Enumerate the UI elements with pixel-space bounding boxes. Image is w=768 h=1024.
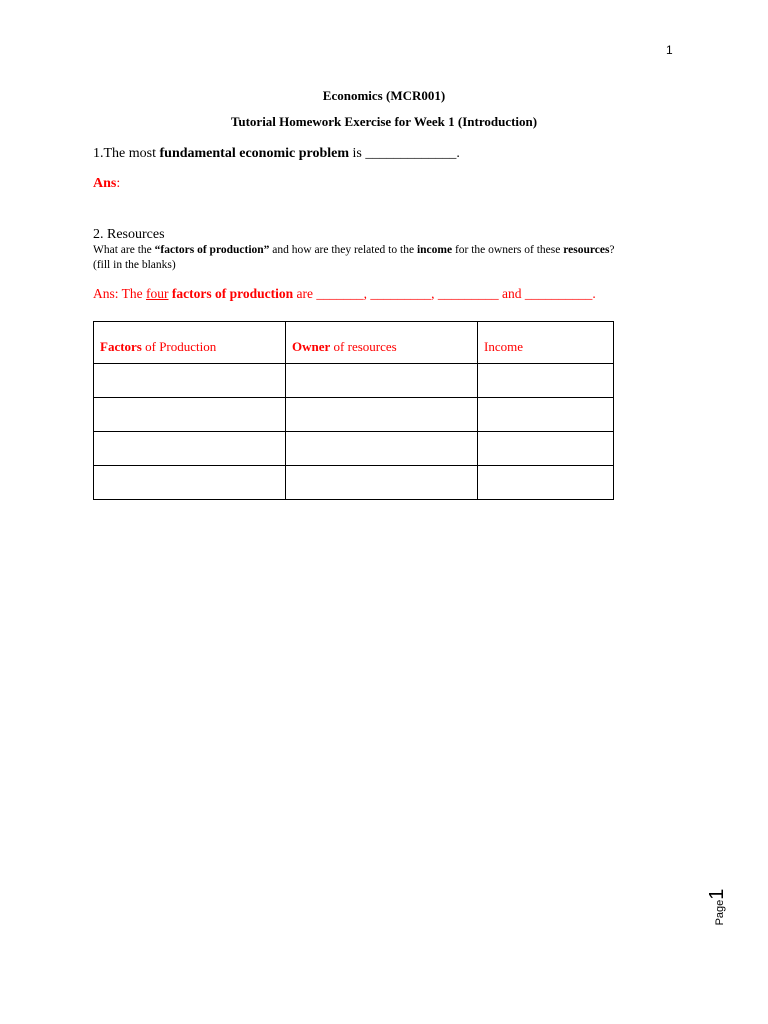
footer-page-label: Page (714, 899, 726, 926)
table-row (94, 432, 614, 466)
answer-1 (93, 176, 120, 192)
header-owner-bold: Owner (292, 338, 331, 354)
table-cell (478, 398, 614, 432)
question-2-term-income: income (416, 244, 453, 256)
question-2-suffix: ? (fill in the blanks) (93, 244, 615, 271)
question-2-term-resources: resources (563, 244, 610, 256)
table-cell (94, 466, 286, 500)
question-1-term: fundamental economic problem (159, 146, 350, 161)
header-factors-rest: of Production (141, 338, 217, 354)
header-income-rest: Income (484, 338, 523, 354)
table-cell (94, 364, 286, 398)
question-2-mid2: for the owners of these (452, 244, 564, 256)
page-number: 1 (666, 43, 673, 57)
header-owner-of-resources (286, 322, 478, 364)
answer-1-colon: : (116, 176, 121, 191)
table-row (94, 466, 614, 500)
header-owner-rest: of resources (330, 338, 397, 354)
answer-2 (93, 286, 596, 302)
table-cell (286, 398, 478, 432)
table-cell (94, 398, 286, 432)
course-title: Economics (MCR001) (322, 88, 446, 103)
table-cell (286, 432, 478, 466)
header-income (478, 322, 614, 364)
question-2-prefix: What are the (93, 244, 155, 256)
exercise-title: Tutorial Homework Exercise for Week 1 (Introduction) (230, 114, 538, 129)
question-2-text (93, 243, 633, 273)
answer-2-four: four (146, 286, 169, 301)
table-header-row (94, 322, 614, 364)
factors-table (93, 321, 614, 500)
question-1 (93, 146, 460, 162)
table-cell (478, 364, 614, 398)
table-row (94, 364, 614, 398)
answer-2-term: factors of production (171, 286, 294, 301)
answer-1-label: Ans (93, 176, 117, 191)
header-factors-bold: Factors (100, 338, 142, 354)
question-1-prefix: 1.The most (93, 146, 160, 161)
footer-page-number (706, 882, 756, 932)
table-cell (478, 466, 614, 500)
table-cell (286, 364, 478, 398)
question-1-suffix: is _____________. (349, 146, 460, 161)
table-row (94, 398, 614, 432)
footer-page-value: 1 (706, 888, 728, 900)
table-cell (286, 466, 478, 500)
answer-2-suffix: are _______, _________, _________ and __________. (293, 286, 596, 301)
question-2-term-factors: “factors of production” (154, 244, 270, 256)
header-factors-of-production (94, 322, 286, 364)
answer-2-prefix: Ans: The (93, 286, 146, 301)
table-cell (94, 432, 286, 466)
question-2-mid: and how are they related to the (269, 244, 417, 256)
question-2-heading: 2. Resources (93, 227, 165, 242)
table-cell (478, 432, 614, 466)
